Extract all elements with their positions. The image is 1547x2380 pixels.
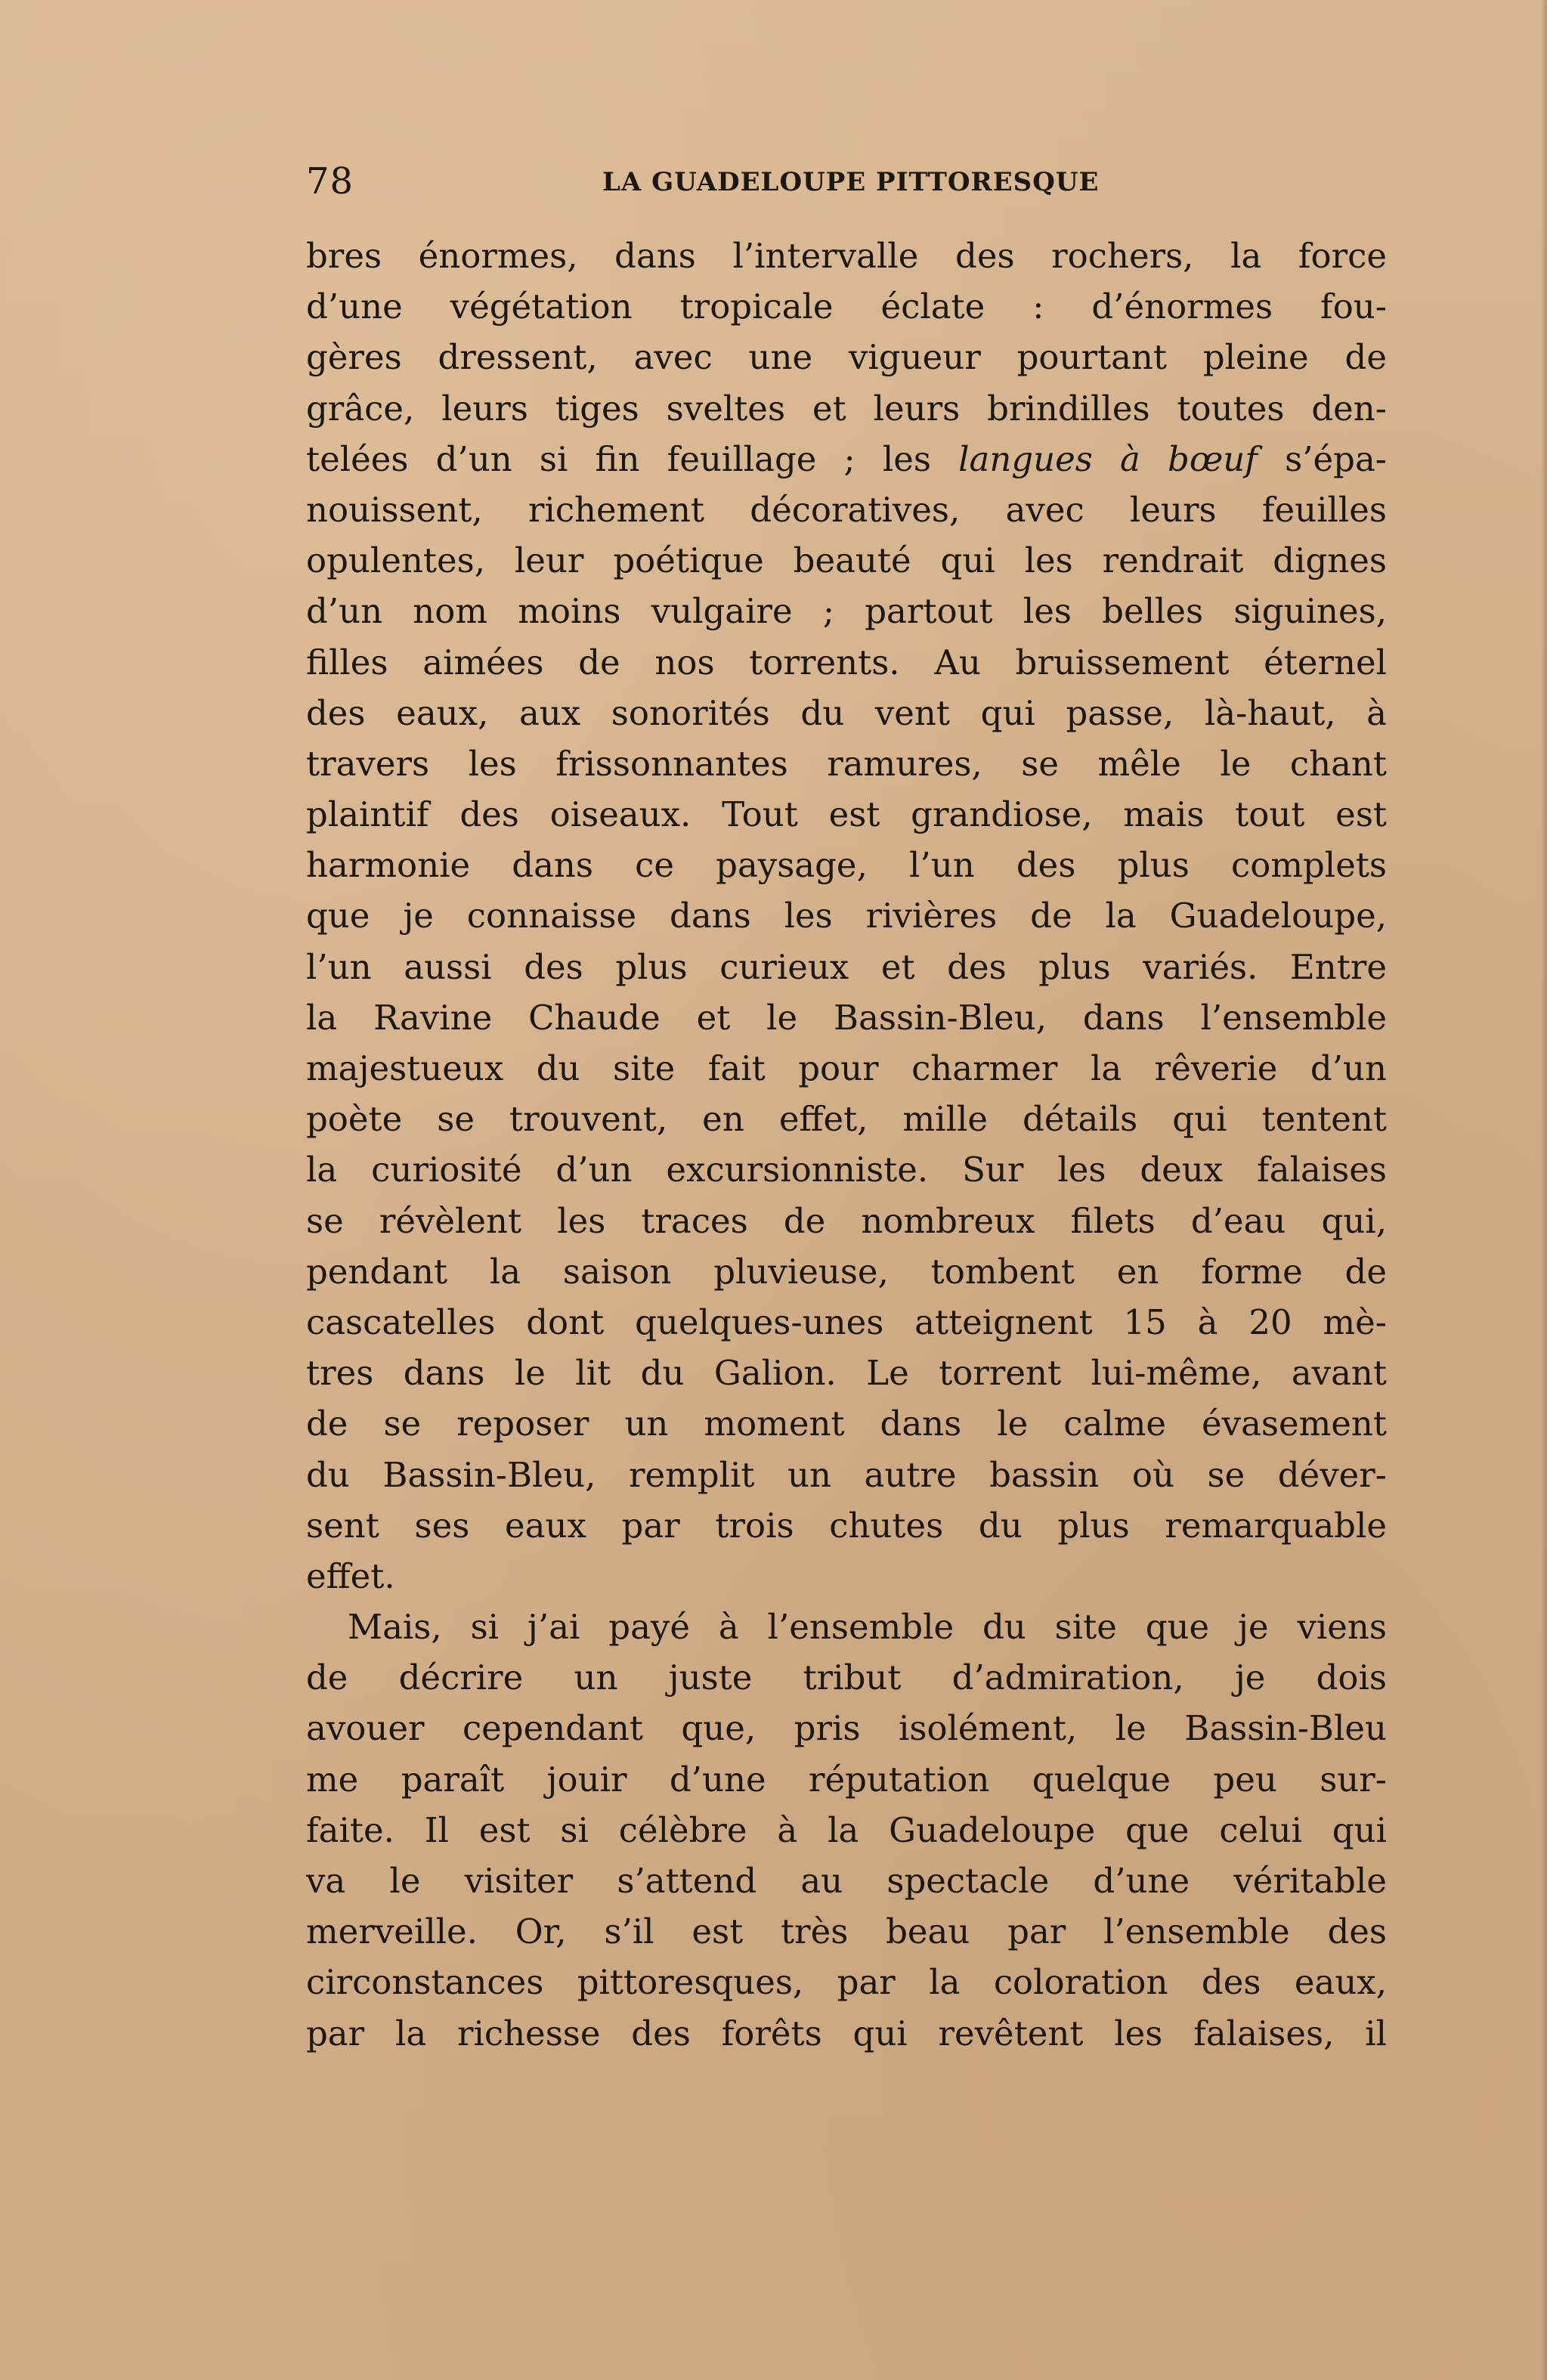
text-line: harmonie dans ce paysage, l’un des plus complets	[306, 845, 1387, 886]
text-line: me paraît jouir d’une réputation quelque peu sur-	[306, 1759, 1387, 1800]
text-line: gères dressent, avec une vigueur pourtant pleine de	[306, 337, 1387, 378]
text-line: la Ravine Chaude et le Bassin-Bleu, dans l’ensemble	[306, 997, 1387, 1038]
text-line: circonstances pittoresques, par la coloration des eaux,	[306, 1962, 1387, 2003]
text-line: la curiosité d’un excursionniste. Sur les deux falaises	[306, 1150, 1387, 1190]
text-line: d’une végétation tropicale éclate : d’énormes fou-	[306, 286, 1387, 327]
text-line: va le visiter s’attend au spectacle d’une véritable	[306, 1861, 1387, 1901]
text-line: que je connaisse dans les rivières de la Guadeloupe,	[306, 896, 1387, 936]
text-line: telées d’un si fin feuillage ; les langues à bœuf s’épa-	[306, 438, 1387, 479]
text-line: merveille. Or, s’il est très beau par l’ensemble des	[306, 1911, 1387, 1952]
paragraph-start-line: Mais, si j’ai payé à l’ensemble du site que je viens	[348, 1607, 1387, 1648]
text-line: bres énormes, dans l’intervalle des rochers, la force	[306, 236, 1387, 276]
text-line: opulentes, leur poétique beauté qui les rendrait dignes	[306, 540, 1387, 581]
text-line: plaintif des oiseaux. Tout est grandiose, mais tout est	[306, 794, 1387, 835]
text-line: travers les frissonnantes ramures, se mêle le chant	[306, 743, 1387, 784]
italic-phrase: langues à bœuf	[958, 438, 1258, 479]
text-line: de se reposer un moment dans le calme évasement	[306, 1404, 1387, 1444]
text-line: pendant la saison pluvieuse, tombent en forme de	[306, 1251, 1387, 1292]
text-line: avouer cependant que, pris isolément, le Bassin-Bleu	[306, 1708, 1387, 1749]
text-line: majestueux du site fait pour charmer la rêverie d’un	[306, 1048, 1387, 1088]
text-line: poète se trouvent, en effet, mille détails qui tentent	[306, 1099, 1387, 1140]
text-line: filles aimées de nos torrents. Au bruissement éternel	[306, 642, 1387, 682]
text-line: de décrire un juste tribut d’admiration, je dois	[306, 1657, 1387, 1698]
text-line: d’un nom moins vulgaire ; partout les belles siguines,	[306, 591, 1387, 632]
text-line: cascatelles dont quelques-unes atteignent 15 à 20 mè-	[306, 1301, 1387, 1342]
page-edge-shadow	[1541, 0, 1547, 2380]
text-line: du Bassin-Bleu, remplit un autre bassin où se déver-	[306, 1454, 1387, 1495]
text-line: l’un aussi des plus curieux et des plus variés. Entre	[306, 946, 1387, 987]
text-line: sent ses eaux par trois chutes du plus remarquable	[306, 1505, 1387, 1546]
text-line: grâce, leurs tiges sveltes et leurs brindilles toutes den-	[306, 388, 1387, 429]
paragraph-end-line: effet.	[306, 1555, 395, 1596]
text-line: des eaux, aux sonorités du vent qui passe, là-haut, à	[306, 692, 1387, 733]
running-head	[306, 155, 1387, 208]
text-line: faite. Il est si célèbre à la Guadeloupe que celui qui	[306, 1809, 1387, 1850]
text-line: se révèlent les traces de nombreux filets d’eau qui,	[306, 1200, 1387, 1241]
text-line: par la richesse des forêts qui revêtent les falaises, il	[306, 2013, 1387, 2053]
running-title: LA GUADELOUPE PITTORESQUE	[602, 167, 1100, 197]
page-number: 78	[306, 160, 354, 203]
text-line: nouissent, richement décoratives, avec leurs feuilles	[306, 489, 1387, 530]
text-line: tres dans le lit du Galion. Le torrent lui-même, avant	[306, 1353, 1387, 1394]
body-text	[306, 231, 1387, 2059]
